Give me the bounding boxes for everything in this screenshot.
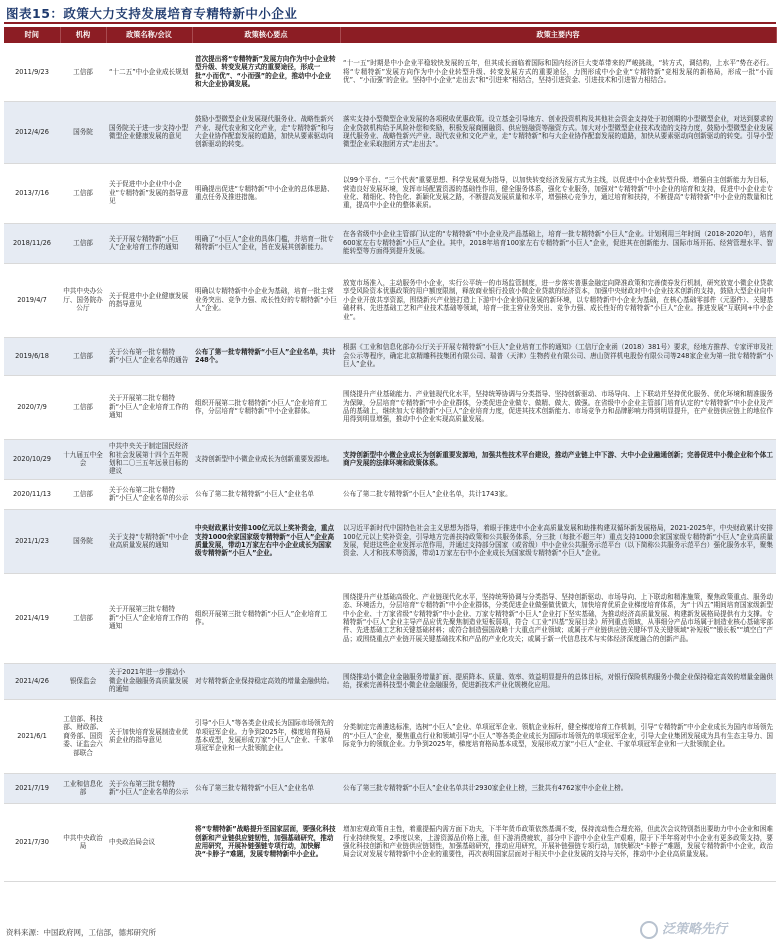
row-policy-name: 关于公布第三批专精特新“小巨人”企业名单的公示 — [106, 773, 192, 803]
table-row — [4, 699, 776, 773]
row-main-content: 围绕提升产业基础高级化、产业链现代化水平，坚持统筹协调与分类指导、坚持创新驱动、市场导向、上下联动和精准施策，聚焦政策重点、服务动态、环境活力，分层培育“专精特新”中小企业群体，分类促进企业做强做优做大，加快培育优质企业梯度培育体系，为“十四五”期间培育国家级新型中小企业、十万家省级“专精特新”中小企业、万家专精特新“小巨人”企业打下坚实基础，为推动经济高质量发展、构建新发展格局提供有力支撑。专精特新“小巨人”企业主导产品应优先聚焦制造业短板弱项，符合《工业“四基”发展目录》所列重点领域，从事细分产品市场属于制造业核心基础零部件、先进基础工艺和关键基础材料；或符合制造强国战略十大重点产业领域；或属于产业链供应链关键环节及关键领域“补短板”“锻长板”“填空白”产品；或围绕重点产业链开展关键基础技术和产品的产业化攻关；或属于新一代信息技术与实体经济深度融合的创新产品。 — [340, 573, 776, 663]
row-core-points: 对专精特新企业保持稳定高效的增量金融供给。 — [192, 663, 340, 699]
table-row — [4, 43, 776, 101]
row-main-content: 放宽市场准入，主动服务中小企业，实行公平统一的市场监管制度，进一步落实普惠金融定向降准政策和完善债券发行机制，研究放宽小微企业贷款享受风险资本优惠政策的用户额度限制，释放商业银行投放小微企业贷款的经济资本，加强中央财政对中小企业技术创新的支持，鼓励大型企业向中小企业开放共享资源，围绕新兴产业链打造上下游中小企业协同发展的新环境，以专精特新中小企业为基础，在核心基础零部件（元器件）、关键基础材料、先进基础工艺和产业技术基础等领域，培育一批主营业务突出、竞争力强、成长性好的专精特新“小巨人”企业。推进发展“互联网+中小企业”。 — [340, 263, 776, 337]
row-core-points: 将“专精特新”战略提升至国家层面，要强化科技创新和产业链供应链韧性，加强基础研究，推动应用研究，开展补链强链专项行动，加快解决“卡脖子”难题，发展专精特新中小企业。 — [192, 803, 340, 881]
row-main-content: 在各省级中小企业主管部门认定的“专精特新”中小企业及产品基础上，培育一批专精特新“小巨人”企业。计划利用三年时间（2018-2020年），培育600家左右专精特新“小巨人”企业。其中，2018年培育100家左右专精特新“小巨人”企业，促进其在创新能力、国际市场开拓、经营管理水平、智能转型等方面得到提升发展。 — [340, 223, 776, 263]
table-row — [4, 263, 776, 337]
title-rule — [4, 22, 776, 24]
header-org: 机构 — [60, 27, 106, 43]
row-date: 2021/7/19 — [4, 773, 60, 803]
row-org: 工信部 — [60, 163, 106, 223]
watermark-text: 泛策略先行 — [662, 922, 728, 937]
row-policy-name: 中共中央关于制定国民经济和社会发展第十四个五年规划和二〇三五年远景目标的建议 — [106, 439, 192, 479]
row-core-points: 支持创新型中小微企业成长为创新重要发源地。 — [192, 439, 340, 479]
row-date: 2021/7/30 — [4, 803, 60, 881]
row-policy-name: 关于公布第二批专精特新“小巨人”企业名单的公示 — [106, 479, 192, 509]
row-main-content: 分类制定完善遴选标准，选树“小巨人”企业、单项冠军企业、领航企业标杆，健全梯度培育工作机制，引导“专精特新”中小企业成长为国内市场领先的“小巨人”企业，聚焦重点行业和领域引导“小巨人”等各类企业成长为国际市场领先的单项冠军企业，引导大企业集团发展成为具有生态主导力、国际竞争力的领航企业。力争到2025年，梯度培育格局基本成型，发展形成万家“小巨人”企业、千家单项冠军企业和一大批领航企业。 — [340, 699, 776, 773]
table-row — [4, 773, 776, 803]
table-row — [4, 337, 776, 375]
table-row — [4, 803, 776, 881]
page-title: 图表15：政策大力支持发展培育专精特新中小企业 — [6, 6, 298, 21]
row-org: 工信部 — [60, 573, 106, 663]
row-date: 2019/6/18 — [4, 337, 60, 375]
row-org: 国务院 — [60, 509, 106, 573]
row-org: 工信部 — [60, 375, 106, 439]
row-date: 2011/9/23 — [4, 43, 60, 101]
row-main-content: “十一五”时期是中小企业平稳较快发展的五年，但其成长面临着国际和国内经济巨大变革带来的严峻挑战，“转方式，调结构，上水平”势在必行。将“专精特新”发展方向作为中小企业转型升级、转变发展方式的重要途径，力图形成中小企业“专精特新”竞相发展的新格局，形成一批“小而优”、“小而强”的企业。坚持中小企业“走出去”和“引进来”相结合，坚持引进资金、引进技术和引进智力相结合。 — [340, 43, 776, 101]
header-name: 政策名称/会议 — [106, 27, 192, 43]
row-policy-name: 关于开展第二批专精特新“小巨人”企业培育工作的通知 — [106, 375, 192, 439]
row-policy-name: 关于开展第三批专精特新“小巨人”企业培育工作的通知 — [106, 573, 192, 663]
row-org: 工业和信息化部 — [60, 773, 106, 803]
row-main-content: 根据《工业和信息化部办公厅关于开展专精特新“小巨人”企业培育工作的通知》（工信厅企业函（2018）381号）要求，经地方推荐、专家评审及社会公示等程序，确定北京精雕科技集团有限公司、瑞普（天津）生物药业有限公司、唐山贺祥机电股份有限公司等248家企业为第一批专精特新“小巨人”企业。 — [340, 337, 776, 375]
table-row — [4, 163, 776, 223]
row-main-content: 围绕推动小微企业金融服务增量扩面、提质降本、质量、效率、效益明显提升的总体目标，对银行保险机构服务小微企业保持稳定高效的增量金融供给，探索完善科技型小微企业金融服务，促进新技术产业化规模化应用。 — [340, 663, 776, 699]
table-row — [4, 663, 776, 699]
row-date: 2020/10/29 — [4, 439, 60, 479]
row-main-content: 以习近平新时代中国特色社会主义思想为指导，着眼于推进中小企业高质量发展和助推构建双循环新发展格局，2021-2025年，中央财政累计安排100亿元以上奖补资金，引导地方完善扶持政策和公共服务体系，分三批（每批不超三年）重点支持1000余家国家级专精特新“小巨人”企业高质量发展，促进这些企业发挥示范作用，并通过支持部分国家（或省级）中小企业公共服务示范平台（以下简称公共服务示范平台）强化服务水平，聚集资金、人才和技术等资源，带动1万家左右中小企业成长为国家级专精特新“小巨人”企业。 — [340, 509, 776, 573]
row-date: 2021/4/19 — [4, 573, 60, 663]
row-date: 2019/4/7 — [4, 263, 60, 337]
row-org: 中共中央办公厅、国务院办公厅 — [60, 263, 106, 337]
row-policy-name: 关于支持“专精特新”中小企业高质量发展的通知 — [106, 509, 192, 573]
row-policy-name: 关于公布第一批专精特新“小巨人”企业名单的通告 — [106, 337, 192, 375]
row-core-points: 引导“小巨人”等各类企业成长为国际市场领先的单项冠军企业。力争到2025年，梯度培育格局基本成型，发展形成万家“小巨人”企业、千家单项冠军企业和一大批领航企业。 — [192, 699, 340, 773]
table-row — [4, 509, 776, 573]
row-core-points: 组织开展第三批专精特新“小巨人”企业培育工作。 — [192, 573, 340, 663]
header-main: 政策主要内容 — [340, 27, 776, 43]
row-main-content: 公布了第二批专精特新“小巨人”企业名单，共计1743家。 — [340, 479, 776, 509]
row-core-points: 明确提出促进“专精特新”中小企业的总体思路、重点任务及推进措施。 — [192, 163, 340, 223]
row-policy-name: 关于加快培育发展制造业优质企业的指导意见 — [106, 699, 192, 773]
row-main-content: 公布了第三批专精特新“小巨人”企业名单共计2930家企业上榜，三批共有4762家中小企业上榜。 — [340, 773, 776, 803]
watermark — [640, 918, 727, 939]
row-policy-name: 中央政治局会议 — [106, 803, 192, 881]
row-main-content: 支持创新型中小微企业成长为创新重要发源地，加强共性技术平台建设，推动产业链上中下游、大中小企业融通创新；完善促进中小微企业和个体工商户发展的法律环境和政策体系。 — [340, 439, 776, 479]
row-policy-name: 关于促进中小企业健康发展的指导意见 — [106, 263, 192, 337]
row-org: 银保监会 — [60, 663, 106, 699]
row-org: 国务院 — [60, 101, 106, 163]
row-policy-name: 关于2021年进一步推动小微企业金融服务高质量发展的通知 — [106, 663, 192, 699]
source-note: 资料来源：中国政府网，工信部，德邦研究所 — [6, 928, 156, 937]
row-core-points: 组织开展第二批专精特新“小巨人”企业培育工作，分层培育“专精特新”中小企业群体。 — [192, 375, 340, 439]
table-header-row — [4, 27, 776, 43]
table-row — [4, 223, 776, 263]
table-row — [4, 101, 776, 163]
row-core-points: 首次提出将“专精特新”发展方向作为中小企业转型升级、转变发展方式的重要途径，形成一批“小而优”、“小而强”的企业，推动中小企业和大企业协调发展。 — [192, 43, 340, 101]
table-row — [4, 573, 776, 663]
row-core-points: 中央财政累计安排100亿元以上奖补资金，重点支持1000余家国家级专精特新“小巨人”企业高质量发展，带动1万家左右中小企业成长为国家级专精特新“小巨人”企业。 — [192, 509, 340, 573]
row-core-points: 公布了第二批专精特新“小巨人”企业名单 — [192, 479, 340, 509]
table-row — [4, 479, 776, 509]
wechat-icon — [640, 921, 658, 939]
row-main-content: 以99个平台、“三个代表”重要思想、科学发展观为指导，以加快转变经济发展方式为主线，以促进中小企业转型升级、增强自主创新能力为目标，营造良好发展环境，发挥市场配置资源的基础性作用，健全服务体系，强化专业服务，加强对“专精特新”中小企业的培育和支持，促进中小企业走专业化、精细化、特色化、新颖化发展之路，不断提高发展质量和水平，增强核心竞争力，通过培育和扶持，不断提高“专精特新”中小企业的数量和比重，提高中小企业的整体素质。 — [340, 163, 776, 223]
row-date: 2012/4/26 — [4, 101, 60, 163]
policy-table — [4, 27, 777, 882]
row-date: 2021/4/26 — [4, 663, 60, 699]
row-org: 工信部 — [60, 43, 106, 101]
row-core-points: 明确了“小巨人”企业的具体门槛，并培育一批专精特新“小巨人”企业，旨在发展其创新能力。 — [192, 223, 340, 263]
row-date: 2018/11/26 — [4, 223, 60, 263]
row-policy-name: 关于促进中小企业中小企业“专精特新”发展的指导意见 — [106, 163, 192, 223]
row-date: 2021/1/23 — [4, 509, 60, 573]
row-core-points: 鼓励小型微型企业发展现代服务业、战略性新兴产业、现代农业和文化产业，走“专精特新”和与大企业协作配套发展的道路，加快从要素驱动向创新驱动的转变。 — [192, 101, 340, 163]
row-date: 2021/6/1 — [4, 699, 60, 773]
row-date: 2020/7/9 — [4, 375, 60, 439]
row-policy-name: 国务院关于进一步支持小型微型企业健康发展的意见 — [106, 101, 192, 163]
row-org: 中共中央政治局 — [60, 803, 106, 881]
header-date: 时间 — [4, 27, 60, 43]
row-date: 2020/11/13 — [4, 479, 60, 509]
row-main-content: 落实支持小型微型企业发展的各项税收优惠政策。设立基金引导地方、创业投资机构及其他社会资金支持处于初创期的小型微型企业，对达到要求的企业贷款机构给予风险补偿和奖励，积极发展商圈融资、供应链融资等融资方式。加大对小型微型企业技术改造的支持力度，鼓励小型微型企业发展现代服务业、战略性新兴产业、现代农业和文化产业，走“专精特新”和与大企业协作配套发展的道路，加快从要素驱动向创新驱动的转变。引导小型微型企业采取抱团方式“走出去”。 — [340, 101, 776, 163]
row-date: 2013/7/16 — [4, 163, 60, 223]
row-org: 工信部、科技部、财政部、商务部、国资委、证监会六部联合 — [60, 699, 106, 773]
table-row — [4, 375, 776, 439]
row-core-points: 公布了第一批专精特新“小巨人”企业名单，共计248个。 — [192, 337, 340, 375]
row-policy-name: 关于开展专精特新“小巨人”企业培育工作的通知 — [106, 223, 192, 263]
row-org: 工信部 — [60, 337, 106, 375]
row-org: 工信部 — [60, 223, 106, 263]
header-core: 政策核心要点 — [192, 27, 340, 43]
row-core-points: 公布了第三批专精特新“小巨人”企业名单 — [192, 773, 340, 803]
table-row — [4, 439, 776, 479]
row-policy-name: “十二五”中小企业成长规划 — [106, 43, 192, 101]
row-main-content: 围绕提升产业基础能力、产业链现代化水平，坚持统筹协调与分类指导、坚持创新驱动、市场导向、上下联动并坚持优化服务、优化环境和精准服务为保障，分层培育“专精特新”中小企业群体，分类促进企业做专、做精、做大、做强。在省级中小企业主管部门培育认定的“专精特新”中小企业及产品的基础上，继续加大专精特新“小巨人”企业培育力度，促进其技术创新能力、市场竞争力和品牌影响力得到明显提升，在产业链供应链上的地位作用得到明显增强，推动中小企业实现高质量发展。 — [340, 375, 776, 439]
row-main-content: 增加宏观政策自主性，着重提振内需方面下功夫，下半年货币政策依然基调不变，保持流动性合理充裕，但此次会议特别指出要助力中小企业和困难行业持续恢复，2季度以来，上游资源品价格上涨，但下游消费疲软，部分中下游中小企业生产艰难，限于下半年将对中小企业有更多政策支持，要强化科技创新和产业链供应链韧性，加强基础研究，推动应用研究，开展补链强链专项行动，加快解决“卡脖子”难题，发展专精特新中小企业，政治局会议对发展专精特新中小企业的重要性，再次表明国家层面对于相关中小企业发展的支持与关怀，推动中小企业高质量发展。 — [340, 803, 776, 881]
row-org: 十九届五中全会 — [60, 439, 106, 479]
row-core-points: 明确以专精特新中小企业为基础，培育一批主营业务突出、竞争力强、成长性好的专精特新“小巨人”企业。 — [192, 263, 340, 337]
row-org: 工信部 — [60, 479, 106, 509]
